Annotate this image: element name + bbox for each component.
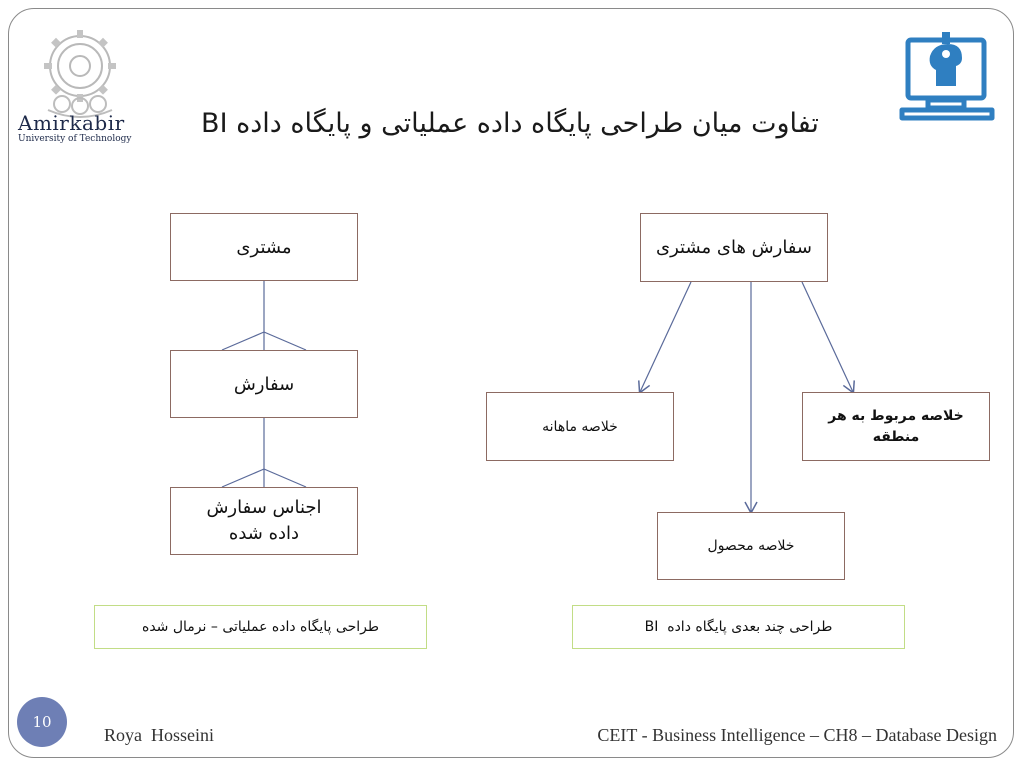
bi-region-summary	[802, 392, 990, 461]
entity-ordered-items	[170, 487, 358, 555]
arrow-to-region-summary	[802, 282, 853, 392]
university-name-subtitle: University of Technology	[18, 134, 132, 144]
entity-ordered-items-label: اجناس سفارش داده شده	[206, 497, 322, 544]
entity-customer	[170, 213, 358, 281]
bi-region-summary-label: خلاصه مربوط به هر منطقه	[828, 407, 964, 445]
bi-product-summary-label: خلاصه محصول	[707, 538, 795, 554]
bi-root-label: سفارش های مشتری	[656, 237, 812, 258]
crowfoot-order-left	[222, 332, 264, 350]
slide-title: تفاوت میان طراحی پایگاه داده عملیاتی و پایگاه داده BI	[201, 108, 819, 139]
caption-operational-design	[94, 605, 427, 649]
entity-customer-label: مشتری	[236, 236, 292, 258]
caption-bi-label: طراحی چند بعدی پایگاه داده BI	[644, 619, 833, 635]
footer-course: CEIT - Business Intelligence – CH8 – Database Design	[597, 725, 997, 745]
page-number: 10	[32, 713, 52, 731]
university-name-main: Amirkabir	[18, 111, 125, 135]
crowfoot-items-left	[222, 469, 264, 487]
bi-product-summary	[657, 512, 845, 580]
footer-author: Roya Hosseini	[104, 725, 214, 745]
bi-monthly-summary-label: خلاصه ماهانه	[542, 418, 618, 435]
page-number-badge	[17, 697, 67, 747]
caption-operational-label: طراحی پایگاه داده عملیاتی – نرمال شده	[142, 619, 379, 635]
bi-root-customer-orders	[640, 213, 828, 282]
entity-order	[170, 350, 358, 418]
entity-order-label: سفارش	[233, 373, 295, 395]
bi-monthly-summary	[486, 392, 674, 461]
caption-bi-design	[572, 605, 905, 649]
crowfoot-order-right	[264, 332, 306, 350]
crowfoot-items-right	[264, 469, 306, 487]
arrow-to-monthly-summary	[640, 282, 691, 392]
